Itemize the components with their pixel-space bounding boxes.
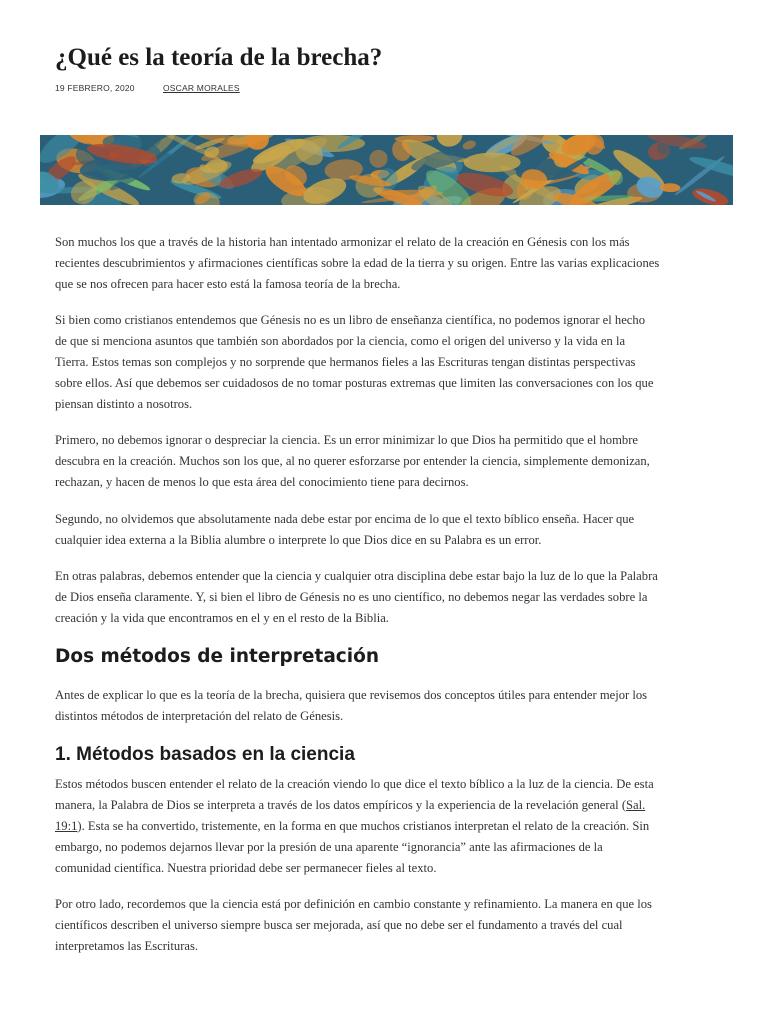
paragraph: En otras palabras, debemos entender que la ciencia y cualquier otra disciplina debe estar bajo la luz de lo que la Palabra de Dios enseña claramente. Y, si bien el libro de Génesis no es uno científico, no debemos negar las verdades sobre la creación y la vida que encontramos en el y en el resto de la Biblia. xyxy=(55,569,658,625)
paragraph-text: Estos métodos buscen entender el relato de la creación viendo lo que dice el texto bíblico a la luz de la ciencia. De esta manera, la Palabra de Dios se interpreta a través de los datos empíricos y la experiencia de la revelación general ( xyxy=(55,777,654,813)
paragraph: Por otro lado, recordemos que la ciencia está por definición en cambio constante y refinamiento. La manera en que los científicos describen el universo siempre busca ser mejorada, así que no debe ser el fundamento a través del cual interpretamos las Escrituras. xyxy=(55,897,652,953)
author-link[interactable]: OSCAR MORALES xyxy=(163,83,240,93)
paragraph: Son muchos los que a través de la historia han intentado armonizar el relato de la creación en Génesis con los más recientes descubrimientos y afirmaciones científicas sobre la edad de la tierra y su origen. Entre las varias explicaciones que se nos ofrecen para hacer esto está la famosa teoría de la brecha. xyxy=(55,235,660,291)
bible-reference-link[interactable]: Sal. 19:1 xyxy=(55,798,646,833)
article-title: ¿Qué es la teoría de la brecha? xyxy=(55,44,383,71)
paragraph: Si bien como cristianos entendemos que Génesis no es un libro de enseñanza científica, no podemos ignorar el hecho de que si menciona asuntos que también son abordados por la ciencia, como el origen del universo y la vida en la Tierra. Estos temas son complejos y no sorprende que hermanos fieles a las Escrituras tengan distintas perspectivas sobre ellos. Así que debemos ser cuidadosos de no tomar posturas extremas que limiten las conversaciones con los que piensan distinto a nosotros. xyxy=(55,313,654,411)
paragraph: Segundo, no olvidemos que absolutamente nada debe estar por encima de lo que el texto bíblico enseña. Hacer que cualquier idea externa a la Biblia alumbre o interprete lo que Dios dice en su Palabra es un error. xyxy=(55,511,635,547)
publish-date: 19 FEBRERO, 2020 xyxy=(55,83,135,93)
paragraph-text: ). Esta se ha convertido, tristemente, en la forma en que muchos cristianos interpretan el relato de la creación. Sin embargo, no podemos dejarnos llevar por la presión de una aparente “ignorancia” ante las afirmaciones de la comunidad científica. Nuestra prioridad debe ser permanecer fieles al texto. xyxy=(55,818,650,875)
paragraph: Primero, no debemos ignorar o despreciar la ciencia. Es un error minimizar lo que Dios ha permitido que el hombre descubra en la creación. Muchos son los que, al no querer esforzarse por entender la ciencia, simplemente demonizan, rechazan, y hacen de menos lo que esta área del conocimiento tiene para decirnos. xyxy=(55,433,650,489)
article-body xyxy=(55,232,660,973)
soap-bubble-texture-icon xyxy=(40,135,733,205)
section-heading: Dos métodos de interpretación xyxy=(55,645,379,667)
hero-image xyxy=(40,135,733,205)
paragraph-with-reference xyxy=(55,774,660,878)
paragraph: Antes de explicar lo que es la teoría de la brecha, quisiera que revisemos dos conceptos útiles para entender mejor los distintos métodos de interpretación del relato de Génesis. xyxy=(55,687,648,723)
subsection-heading: 1. Métodos basados en la ciencia xyxy=(55,744,355,766)
